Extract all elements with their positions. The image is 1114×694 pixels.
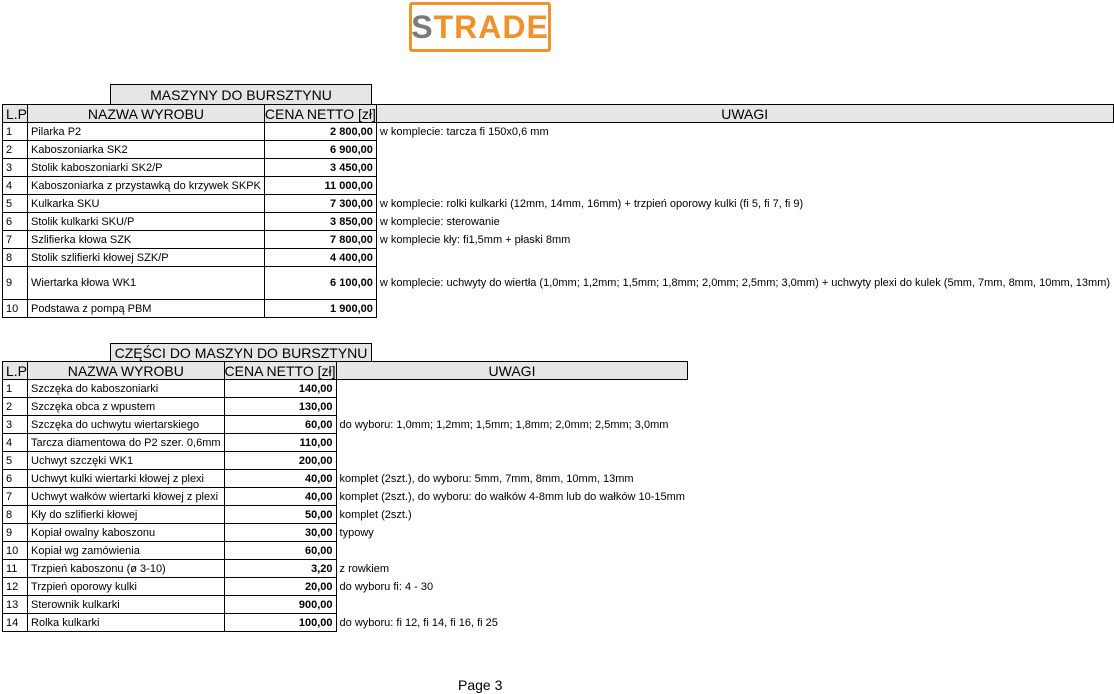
row-price: 1 900,00 [264, 300, 376, 318]
row-price: 30,00 [224, 524, 336, 542]
table-row [3, 452, 688, 470]
header-notes: UWAGI [376, 105, 1113, 123]
row-price: 60,00 [224, 416, 336, 434]
logo-text-rest: TRADE [433, 8, 549, 45]
row-name: Uchwyt szczęki WK1 [28, 452, 225, 470]
table-row [3, 231, 1114, 249]
row-price: 100,00 [224, 614, 336, 632]
table-row [3, 506, 688, 524]
row-lp: 6 [3, 470, 28, 488]
row-price: 130,00 [224, 398, 336, 416]
row-name: Kopiał wg zamówienia [28, 542, 225, 560]
row-name: Stolik kulkarki SKU/P [28, 213, 265, 231]
page-number: Page 3 [458, 677, 503, 693]
table-row [3, 614, 688, 632]
row-price: 140,00 [224, 380, 336, 398]
row-notes: komplet (2szt.) [339, 508, 412, 521]
table-row [3, 488, 688, 506]
row-lp: 1 [3, 380, 28, 398]
row-notes: w komplecie: uchwyty do wiertła (1,0mm; 1,2mm; 1,5mm; 1,8mm; 2,0mm; 2,5mm; 3,0mm) + uchwyty plexi do kulek (5mm, 7mm, 8mm, 10mm, 13mm) [379, 276, 1111, 289]
machines-table [2, 104, 1114, 318]
row-price: 50,00 [224, 506, 336, 524]
row-name: Uchwyt kulki wiertarki kłowej z plexi [28, 470, 225, 488]
row-price: 2 800,00 [264, 123, 376, 141]
header-notes: UWAGI [336, 362, 688, 380]
row-name: Kaboszoniarka z przystawką do krzywek SKPK [28, 177, 265, 195]
row-notes: typowy [339, 526, 374, 539]
row-lp: 3 [3, 159, 28, 177]
row-lp: 10 [3, 300, 28, 318]
row-lp: 2 [3, 141, 28, 159]
row-notes [336, 398, 688, 416]
row-name: Szlifierka kłowa SZK [28, 231, 265, 249]
row-lp: 9 [3, 524, 28, 542]
row-lp: 7 [3, 231, 28, 249]
row-notes [336, 596, 688, 614]
table-row [3, 578, 688, 596]
table-row [3, 434, 688, 452]
row-name: Tarcza diamentowa do P2 szer. 0,6mm [28, 434, 225, 452]
table-row [3, 398, 688, 416]
row-price: 40,00 [224, 470, 336, 488]
row-lp: 5 [3, 452, 28, 470]
row-name: Kaboszoniarka SK2 [28, 141, 265, 159]
row-lp: 2 [3, 398, 28, 416]
row-lp: 13 [3, 596, 28, 614]
row-price: 3,20 [224, 560, 336, 578]
row-notes: do wyboru: fi 12, fi 14, fi 16, fi 25 [339, 616, 498, 629]
row-name: Trzpień oporowy kulki [28, 578, 225, 596]
row-price: 40,00 [224, 488, 336, 506]
table-row [3, 213, 1114, 231]
row-price: 20,00 [224, 578, 336, 596]
row-lp: 11 [3, 560, 28, 578]
row-notes: w komplecie: tarcza fi 150x0,6 mm [379, 125, 549, 138]
row-price: 3 850,00 [264, 213, 376, 231]
table-row [3, 249, 1114, 267]
table-row [3, 542, 688, 560]
row-notes: w komplecie: rolki kulkarki (12mm, 14mm, 16mm) + trzpień oporowy kulki (fi 5, fi 7, fi 9) [379, 197, 804, 210]
row-name: Kulkarka SKU [28, 195, 265, 213]
table-row [3, 267, 1114, 300]
row-lp: 1 [3, 123, 28, 141]
header-lp: L.P [3, 362, 28, 380]
row-notes [376, 159, 1113, 177]
row-notes [336, 434, 688, 452]
row-lp: 12 [3, 578, 28, 596]
row-notes: komplet (2szt.), do wyboru: do wałków 4-8mm lub do wałków 10-15mm [339, 490, 685, 503]
row-name: Sterownik kulkarki [28, 596, 225, 614]
row-name: Szczęka do kaboszoniarki [28, 380, 225, 398]
row-price: 6 900,00 [264, 141, 376, 159]
row-notes [336, 452, 688, 470]
row-price: 4 400,00 [264, 249, 376, 267]
row-notes [336, 542, 688, 560]
table-row [3, 141, 1114, 159]
row-price: 3 450,00 [264, 159, 376, 177]
table-row [3, 159, 1114, 177]
row-name: Kły do szlifierki kłowej [28, 506, 225, 524]
row-notes [376, 300, 1113, 318]
machines-title: MASZYNY DO BURSZTYNU [110, 84, 372, 104]
row-lp: 9 [3, 267, 28, 300]
row-name: Wiertarka kłowa WK1 [28, 267, 265, 300]
row-name: Trzpień kaboszonu (ø 3-10) [28, 560, 225, 578]
row-lp: 10 [3, 542, 28, 560]
row-lp: 7 [3, 488, 28, 506]
row-name: Pilarka P2 [28, 123, 265, 141]
table-row [3, 300, 1114, 318]
row-notes [376, 249, 1113, 267]
header-lp: L.P [3, 105, 28, 123]
row-lp: 5 [3, 195, 28, 213]
table-row [3, 596, 688, 614]
row-price: 200,00 [224, 452, 336, 470]
row-name: Podstawa z pompą PBM [28, 300, 265, 318]
row-notes: w komplecie kły: fi1,5mm + płaski 8mm [379, 233, 571, 246]
table-row [3, 380, 688, 398]
row-notes: komplet (2szt.), do wyboru: 5mm, 7mm, 8mm, 10mm, 13mm [339, 472, 634, 485]
header-name: NAZWA WYROBU [28, 105, 265, 123]
row-notes: do wyboru: 1,0mm; 1,2mm; 1,5mm; 1,8mm; 2,0mm; 2,5mm; 3,0mm [339, 418, 669, 431]
row-name: Szczęka obca z wpustem [28, 398, 225, 416]
row-name: Stolik szlifierki kłowej SZK/P [28, 249, 265, 267]
row-notes [376, 141, 1113, 159]
table-row [3, 560, 688, 578]
row-price: 110,00 [224, 434, 336, 452]
strade-logo [409, 2, 551, 52]
row-notes [376, 177, 1113, 195]
table-row [3, 177, 1114, 195]
row-lp: 8 [3, 506, 28, 524]
header-name: NAZWA WYROBU [28, 362, 225, 380]
logo-text [411, 9, 549, 46]
header-price: CENA NETTO [zł] [264, 105, 376, 122]
table-row [3, 470, 688, 488]
row-lp: 4 [3, 434, 28, 452]
row-price: 7 300,00 [264, 195, 376, 213]
row-name: Rolka kulkarki [28, 614, 225, 632]
table-row [3, 195, 1114, 213]
table-row [3, 123, 1114, 141]
parts-header-row [3, 362, 688, 380]
logo-text-s: S [411, 8, 434, 45]
parts-table [2, 361, 688, 632]
row-lp: 8 [3, 249, 28, 267]
row-notes: w komplecie: sterowanie [379, 215, 500, 228]
row-lp: 3 [3, 416, 28, 434]
row-notes: do wyboru fi: 4 - 30 [339, 580, 434, 593]
parts-title: CZĘŚCI DO MASZYN DO BURSZTYNU [110, 343, 372, 361]
table-row [3, 416, 688, 434]
row-price: 7 800,00 [264, 231, 376, 249]
row-price: 900,00 [224, 596, 336, 614]
row-name: Szczęka do uchwytu wiertarskiego [28, 416, 225, 434]
row-price: 60,00 [224, 542, 336, 560]
row-notes: z rowkiem [339, 562, 390, 575]
row-name: Uchwyt wałków wiertarki kłowej z plexi [28, 488, 225, 506]
row-lp: 4 [3, 177, 28, 195]
row-lp: 6 [3, 213, 28, 231]
machines-header-row [3, 105, 1114, 123]
row-name: Kopiał owalny kaboszonu [28, 524, 225, 542]
row-notes [336, 380, 688, 398]
row-name: Stolik kaboszoniarki SK2/P [28, 159, 265, 177]
header-price: CENA NETTO [zł] [224, 362, 336, 379]
row-price: 11 000,00 [264, 177, 376, 195]
table-row [3, 524, 688, 542]
row-price: 6 100,00 [264, 267, 376, 300]
row-lp: 14 [3, 614, 28, 632]
